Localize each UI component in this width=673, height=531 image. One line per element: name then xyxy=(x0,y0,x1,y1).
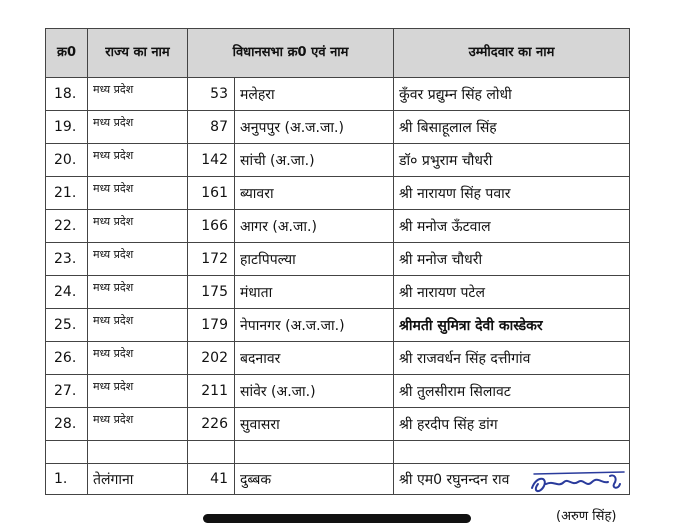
cell-constituency-name: सुवासरा xyxy=(235,408,394,441)
cell-constituency-number: 166 xyxy=(188,210,235,243)
blank-cell xyxy=(394,441,630,464)
cell-constituency-number: 211 xyxy=(188,375,235,408)
cell-constituency-number: 175 xyxy=(188,276,235,309)
table-row xyxy=(46,177,630,210)
cell-serial: 25. xyxy=(46,309,88,342)
cell-constituency-number: 87 xyxy=(188,111,235,144)
table-row xyxy=(46,144,630,177)
cell-candidate: श्री राजवर्धन सिंह दत्तीगांव xyxy=(394,342,630,375)
table-row xyxy=(46,210,630,243)
cell-candidate: श्रीमती सुमित्रा देवी कास्डेकर xyxy=(394,309,630,342)
table-row xyxy=(46,309,630,342)
cell-state: मध्य प्रदेश xyxy=(88,342,188,375)
cell-constituency-number: 202 xyxy=(188,342,235,375)
cell-constituency-name: दुब्बक xyxy=(235,464,394,495)
table-row xyxy=(46,342,630,375)
blank-cell xyxy=(188,441,235,464)
signature xyxy=(528,470,638,510)
cell-constituency-number: 161 xyxy=(188,177,235,210)
cell-candidate: श्री मनोज चौधरी xyxy=(394,243,630,276)
table-row xyxy=(46,111,630,144)
cell-serial: 24. xyxy=(46,276,88,309)
cell-candidate: श्री नारायण सिंह पवार xyxy=(394,177,630,210)
cell-state: मध्य प्रदेश xyxy=(88,375,188,408)
table-row xyxy=(46,276,630,309)
cell-constituency-number: 179 xyxy=(188,309,235,342)
cell-constituency-name: नेपानगर (अ.ज.जा.) xyxy=(235,309,394,342)
cell-candidate: डॉ० प्रभुराम चौधरी xyxy=(394,144,630,177)
cell-constituency-name: सांवेर (अ.जा.) xyxy=(235,375,394,408)
cell-state: मध्य प्रदेश xyxy=(88,78,188,111)
header-state: राज्य का नाम xyxy=(88,29,188,78)
cell-state: मध्य प्रदेश xyxy=(88,309,188,342)
table-row xyxy=(46,243,630,276)
cell-state: मध्य प्रदेश xyxy=(88,276,188,309)
cell-constituency-name: मलेहरा xyxy=(235,78,394,111)
blank-cell xyxy=(235,441,394,464)
cell-serial: 28. xyxy=(46,408,88,441)
cell-serial: 23. xyxy=(46,243,88,276)
cell-serial: 19. xyxy=(46,111,88,144)
cell-constituency-number: 226 xyxy=(188,408,235,441)
header-constituency: विधानसभा क्र0 एवं नाम xyxy=(188,29,394,78)
cell-serial: 21. xyxy=(46,177,88,210)
cell-constituency-number: 142 xyxy=(188,144,235,177)
cell-constituency-name: मंधाता xyxy=(235,276,394,309)
cell-serial: 26. xyxy=(46,342,88,375)
home-indicator-bar[interactable] xyxy=(203,514,471,523)
cell-candidate: श्री एम0 रघुनन्दन राव xyxy=(394,464,630,495)
cell-state: मध्य प्रदेश xyxy=(88,210,188,243)
table-row xyxy=(46,375,630,408)
cell-serial: 18. xyxy=(46,78,88,111)
cell-candidate: कुँवर प्रद्युम्न सिंह लोधी xyxy=(394,78,630,111)
table-header-row xyxy=(46,29,630,78)
cell-state: तेलंगाना xyxy=(88,464,188,495)
header-serial: क्र0 xyxy=(46,29,88,78)
cell-constituency-number: 172 xyxy=(188,243,235,276)
cell-constituency-number: 53 xyxy=(188,78,235,111)
cell-serial: 20. xyxy=(46,144,88,177)
cell-constituency-name: बदनावर xyxy=(235,342,394,375)
cell-candidate: श्री तुलसीराम सिलावट xyxy=(394,375,630,408)
cell-candidate: श्री नारायण पटेल xyxy=(394,276,630,309)
cell-state: मध्य प्रदेश xyxy=(88,408,188,441)
cell-constituency-name: ब्यावरा xyxy=(235,177,394,210)
signatory-name: (अरुण सिंह) xyxy=(556,509,617,524)
cell-candidate: श्री हरदीप सिंह डांग xyxy=(394,408,630,441)
blank-cell xyxy=(46,441,88,464)
candidate-table xyxy=(45,28,630,495)
header-candidate: उम्मीदवार का नाम xyxy=(394,29,630,78)
cell-constituency-name: हाटपिपल्या xyxy=(235,243,394,276)
cell-serial: 1. xyxy=(46,464,88,495)
cell-state: मध्य प्रदेश xyxy=(88,177,188,210)
table-row xyxy=(46,408,630,441)
cell-serial: 22. xyxy=(46,210,88,243)
cell-state: मध्य प्रदेश xyxy=(88,144,188,177)
cell-state: मध्य प्रदेश xyxy=(88,243,188,276)
cell-candidate: श्री बिसाहूलाल सिंह xyxy=(394,111,630,144)
table-row-blank xyxy=(46,441,630,464)
table-row xyxy=(46,78,630,111)
cell-constituency-name: अनुपपुर (अ.ज.जा.) xyxy=(235,111,394,144)
cell-constituency-name: आगर (अ.जा.) xyxy=(235,210,394,243)
blank-cell xyxy=(88,441,188,464)
cell-state: मध्य प्रदेश xyxy=(88,111,188,144)
cell-serial: 27. xyxy=(46,375,88,408)
cell-constituency-number: 41 xyxy=(188,464,235,495)
cell-constituency-name: सांची (अ.जा.) xyxy=(235,144,394,177)
cell-candidate: श्री मनोज ऊँटवाल xyxy=(394,210,630,243)
